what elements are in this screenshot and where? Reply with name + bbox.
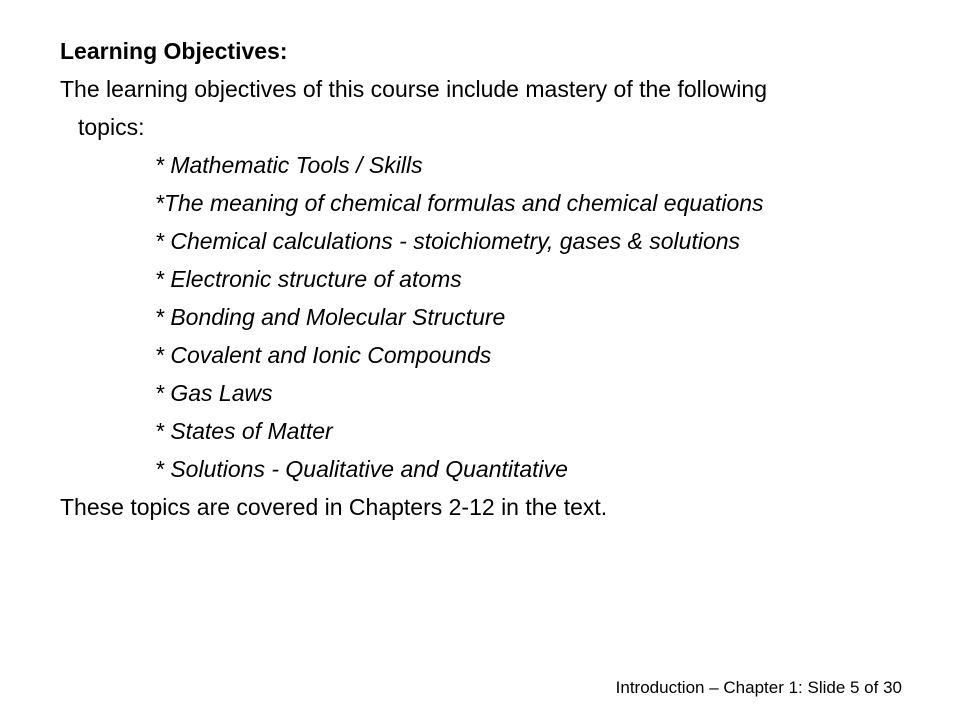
topic-list <box>60 146 900 488</box>
topic-item: * Bonding and Molecular Structure <box>155 304 506 330</box>
topic-item: * Electronic structure of atoms <box>155 266 462 292</box>
topic-item: *The meaning of chemical formulas and chemical equations <box>155 190 764 216</box>
topic-item: * States of Matter <box>155 418 333 444</box>
intro-paragraph <box>60 70 900 146</box>
topic-item: * Gas Laws <box>155 380 273 406</box>
slide-heading: Learning Objectives: <box>60 38 288 64</box>
topic-item: * Chemical calculations - stoichiometry, gases & solutions <box>155 228 741 254</box>
intro-line-1: The learning objectives of this course include mastery of the following <box>60 76 767 102</box>
slide-content <box>60 32 900 526</box>
topic-item: * Mathematic Tools / Skills <box>155 152 423 178</box>
slide-footer: Introduction – Chapter 1: Slide 5 of 30 <box>615 678 902 697</box>
topic-item: * Covalent and Ionic Compounds <box>155 342 492 368</box>
intro-line-2: topics: <box>78 114 145 140</box>
closing-text: These topics are covered in Chapters 2-12 in the text. <box>60 494 608 520</box>
topic-item: * Solutions - Qualitative and Quantitative <box>155 456 568 482</box>
